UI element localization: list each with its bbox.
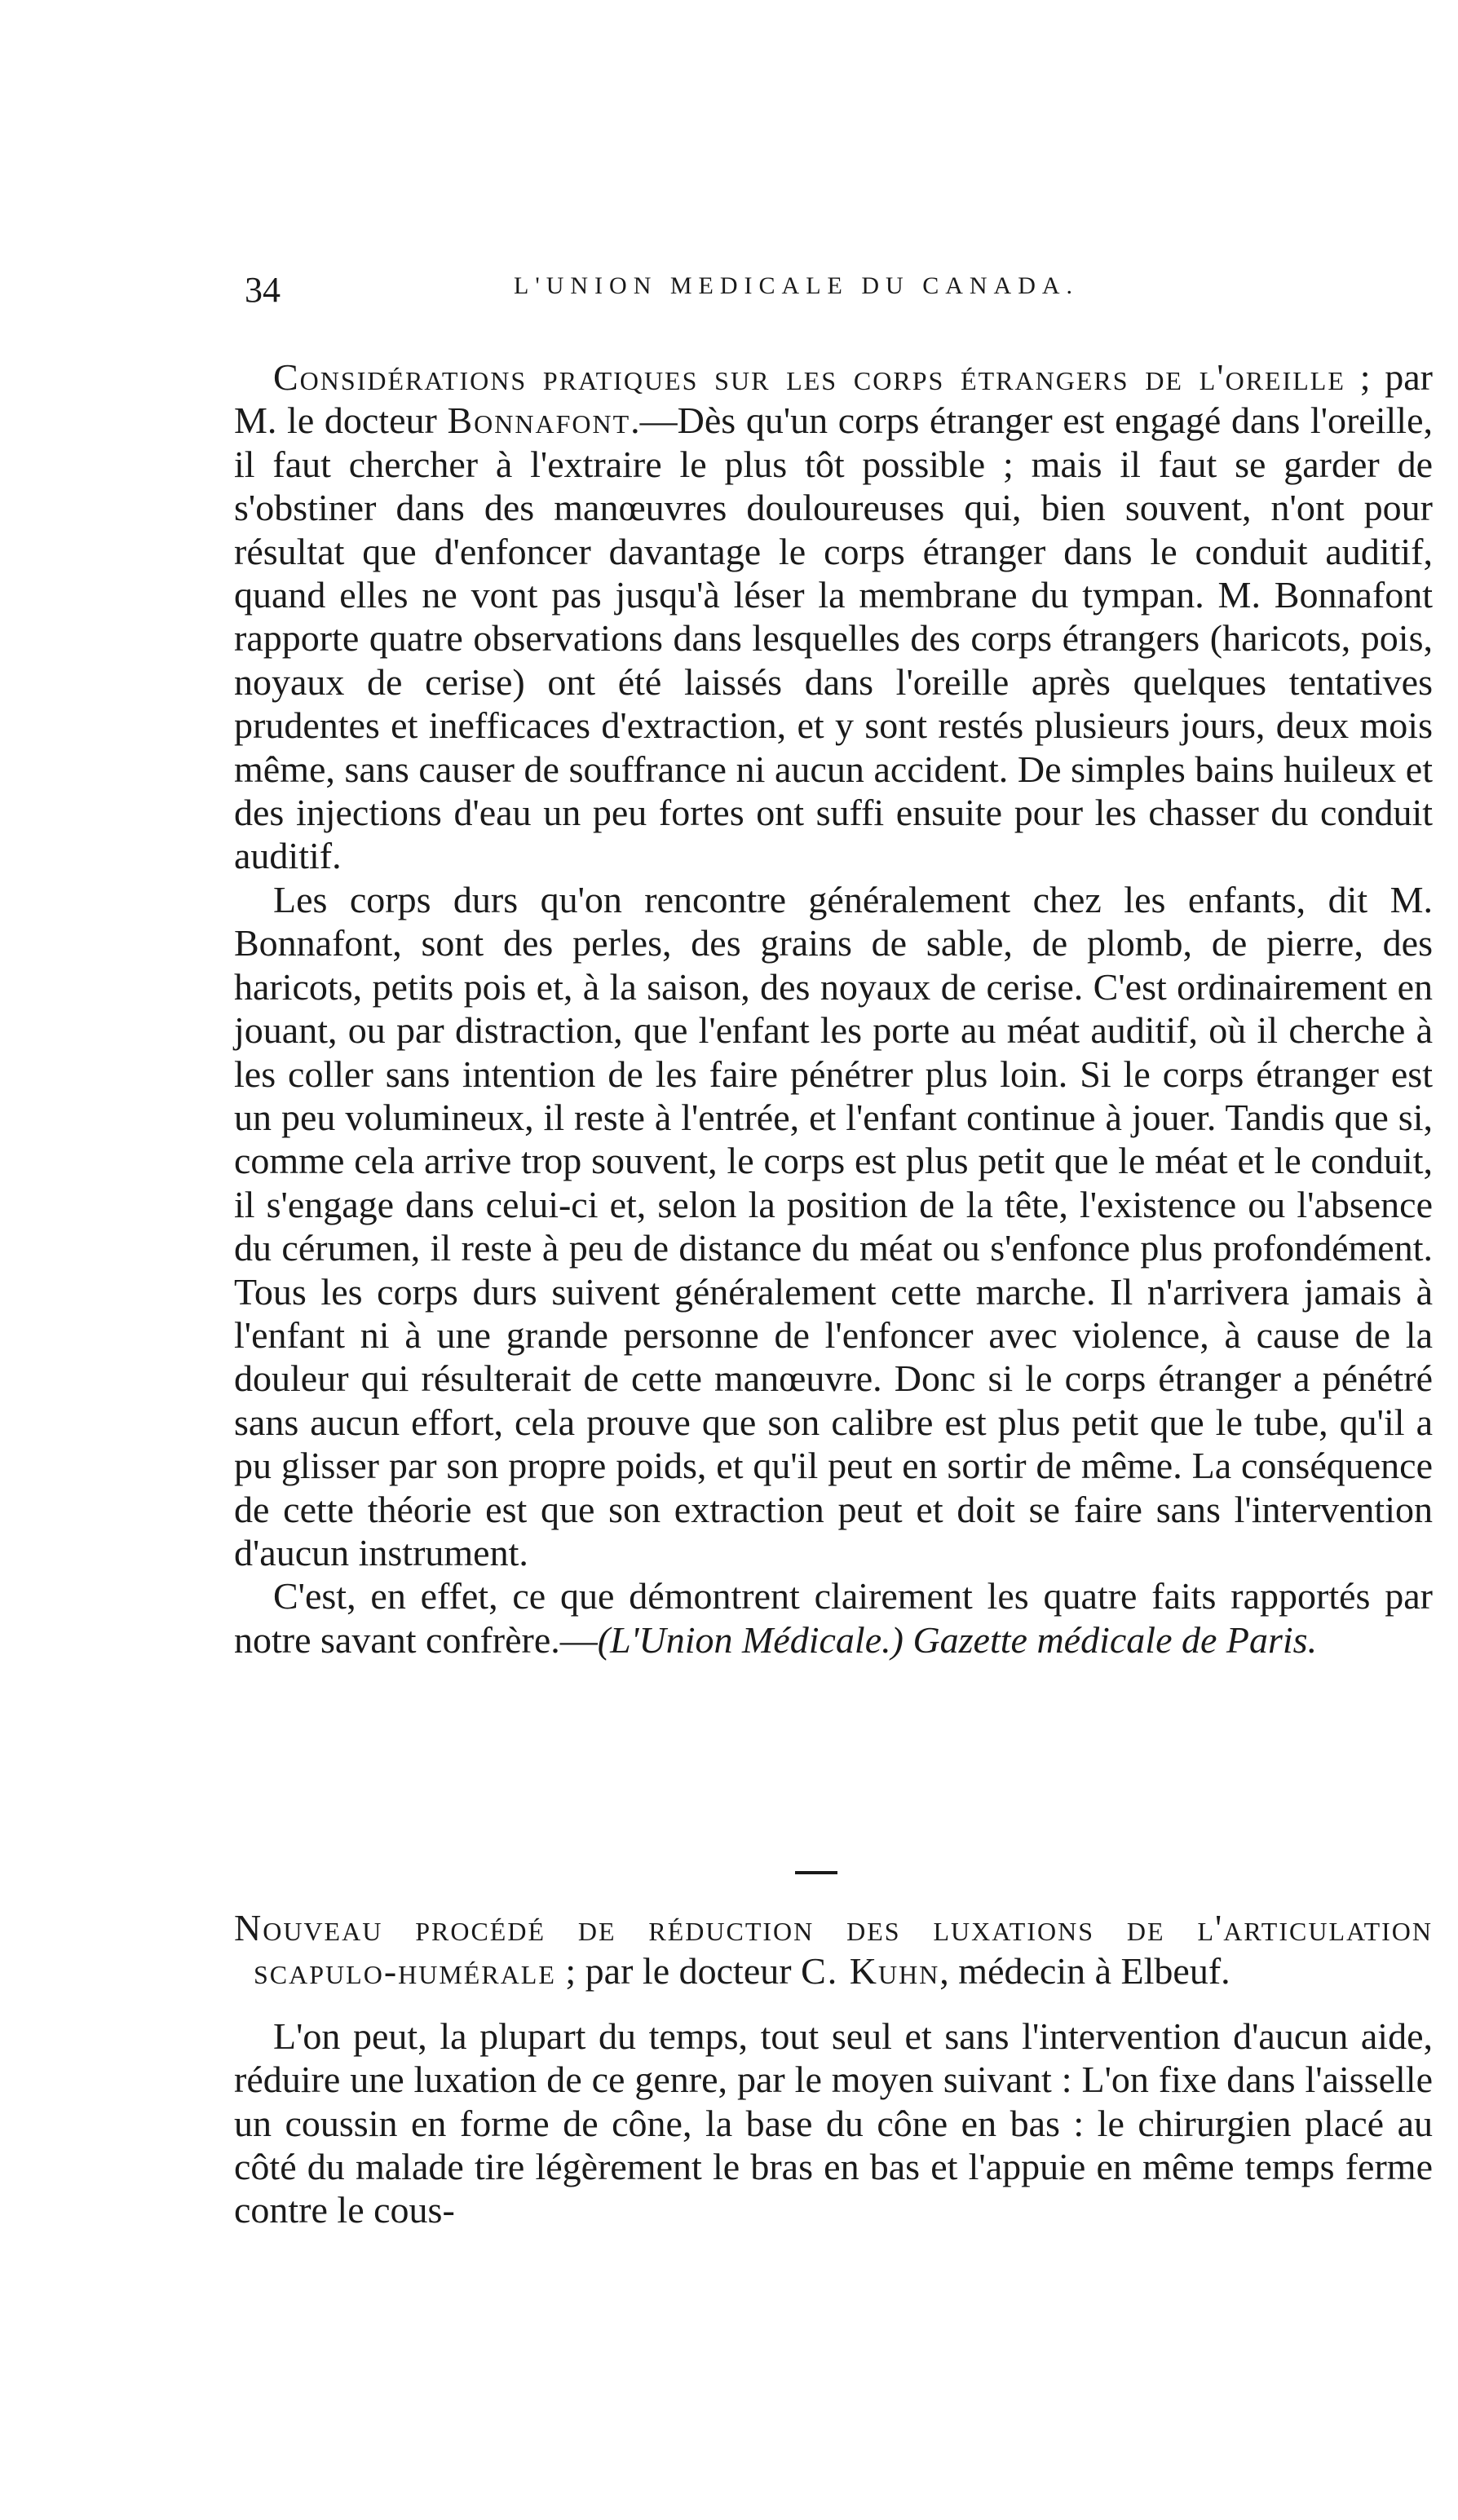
- section-divider: [795, 1871, 837, 1874]
- article1-paragraph-3: [234, 1574, 1433, 1662]
- article2-byline-suffix: , médecin à Elbeuf.: [939, 1950, 1230, 1993]
- page-header: [245, 269, 1223, 318]
- article1-paragraph-2: Les corps durs qu'on rencontre généralement chez les enfants, dit M. Bonnafont, sont des perles, des grains de sable, de plomb, de pierre, des haricots, petits pois et, à la saison, des noyaux de cerise. C'est ordinairement en jouant, ou par distraction, que l'enfant les porte au méat auditif, où il cherche à les coller sans intention de les faire pénétrer plus loin. Si le corps étranger est un peu volumineux, il reste à l'entrée, et l'enfant continue à jouer. Tandis que si, comme cela arrive trop souvent, le corps est plus petit que le méat et le conduit, il s'engage dans celui-ci et, selon la position de la tête, l'existence ou l'absence du cérumen, il reste à peu de distance du méat ou s'enfonce plus profondément. Tous les corps durs suivent généralement cette marche. Il n'arrivera jamais à l'enfant ni à une grande personne de l'enfoncer avec violence, à cause de la douleur qui résulterait de cette manœuvre. Donc si le corps étranger a pénétré sans aucun effort, cela prouve que son calibre est plus petit que le tube, qu'il a pu glisser par son propre poids, et qu'il peut en sortir de même. La conséquence de cette théorie est que son extraction peut et doit se faire sans l'intervention d'aucun instrument.: [234, 878, 1433, 1573]
- article1-byline-prefix: ; par M. le docteur: [234, 356, 1433, 442]
- article2-byline-prefix: ; par le docteur: [555, 1950, 802, 1993]
- article1-body-3: C'est, en effet, ce que démontrent clairement les quatre faits rapportés par notre savant confrère.—: [234, 1575, 1433, 1661]
- article1-paragraph-1: [234, 355, 1433, 878]
- article2-heading: [234, 1906, 1433, 1993]
- page-number: 34: [245, 270, 281, 310]
- article2-title: Nouveau procédé de réduction des luxations de l'articulation scapulo-humérale: [234, 1907, 1433, 1993]
- article-shoulder-luxation: [234, 1906, 1433, 2232]
- article1-author: Bonnafont: [447, 399, 631, 442]
- article2-author: C. Kuhn: [801, 1950, 940, 1993]
- article1-source: (L'Union Médicale.) Gazette médicale de Paris.: [597, 1618, 1318, 1661]
- article1-title: Considérations pratiques sur les corps étrangers de l'oreille: [273, 356, 1345, 398]
- article1-body-1: .—Dès qu'un corps étranger est engagé dans l'oreille, il faut chercher à l'extraire le plus tôt possible ; mais il faut se garder de s'obstiner dans des manœuvres douloureuses qui, bien souvent, n'ont pour résultat que d'enfoncer davantage le corps étranger dans le conduit auditif, quand elles ne vont pas jusqu'à léser la membrane du tympan. M. Bonnafont rapporte quatre observations dans lesquelles des corps étrangers (haricots, pois, noyaux de cerise) ont été laissés dans l'oreille après quelques tentatives prudentes et inefficaces d'extraction, et y sont restés plusieurs jours, deux mois même, sans causer de souffrance ni aucun accident. De simples bains huileux et des injections d'eau un peu fortes ont suffi ensuite pour les chasser du conduit auditif.: [234, 399, 1433, 877]
- running-head: L'UNION MEDICALE DU CANADA.: [514, 272, 1080, 299]
- article2-paragraph-1: L'on peut, la plupart du temps, tout seul et sans l'intervention d'aucun aide, réduire une luxation de ce genre, par le moyen suivant : L'on fixe dans l'aisselle un coussin en forme de cône, la base du cône en bas : le chirurgien placé au côté du malade tire légèrement le bras en bas et l'appuie en même temps ferme contre le cous-: [234, 2015, 1433, 2231]
- article-foreign-bodies-ear: [234, 355, 1433, 1662]
